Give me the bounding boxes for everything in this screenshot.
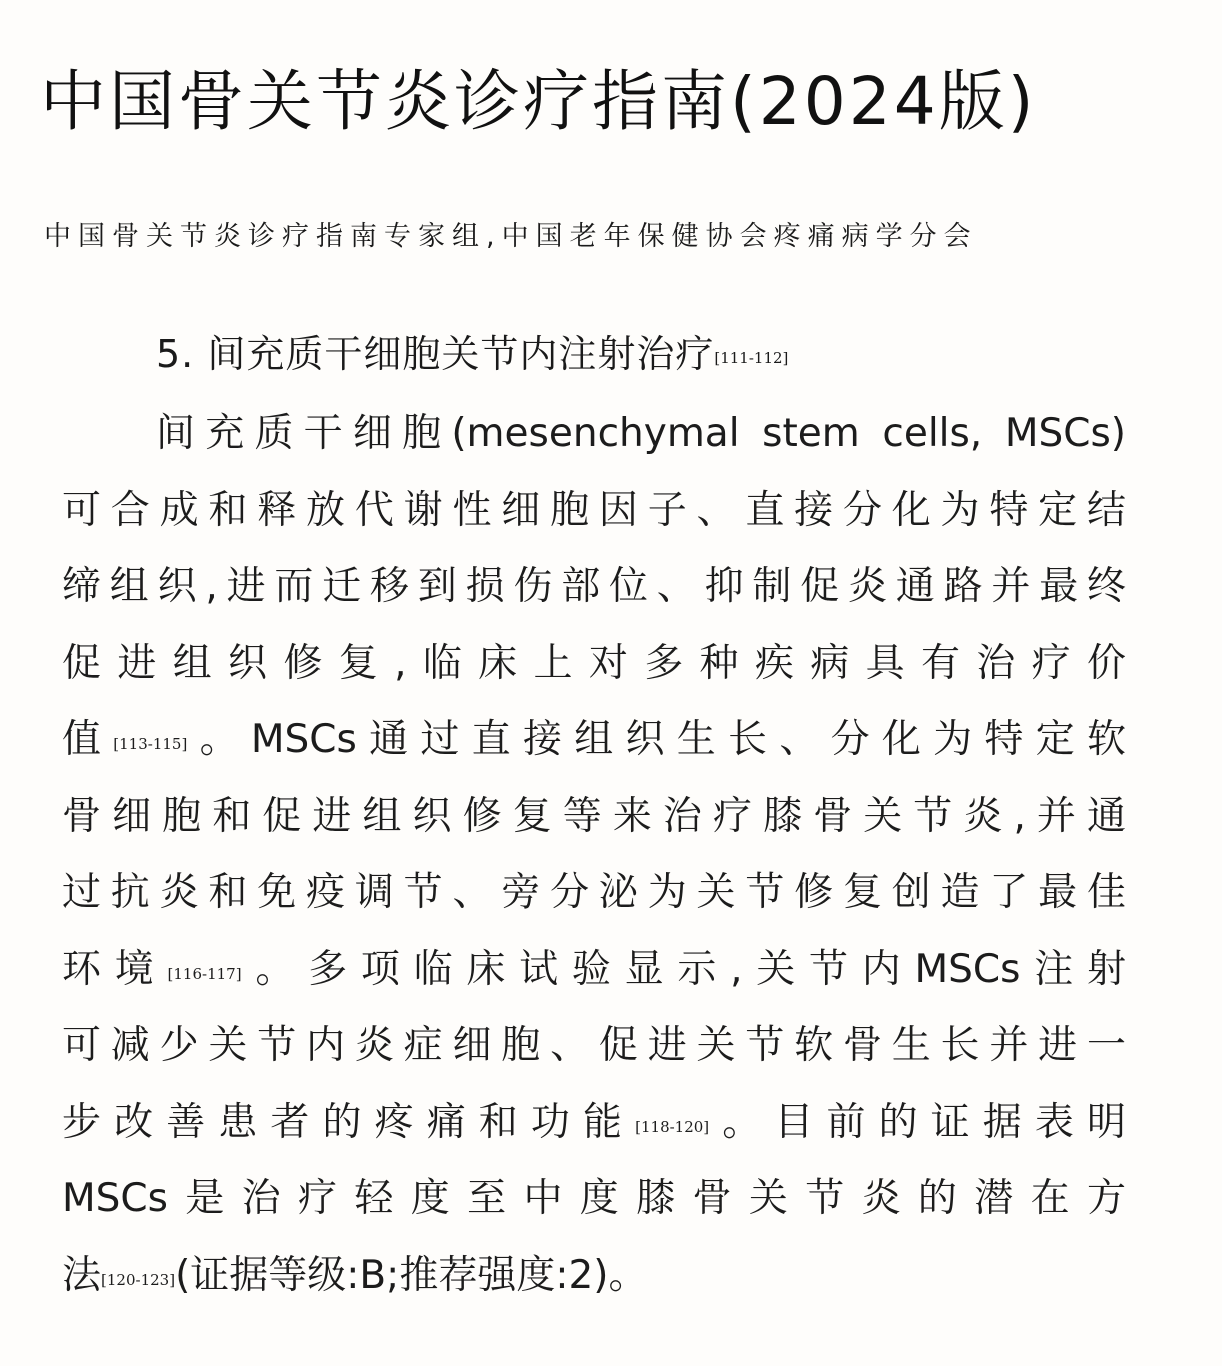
citation-ref: [118-120] (635, 1117, 710, 1136)
body-line: MSCs是治疗轻度至中度膝骨关节炎的潜在方 (62, 1176, 1126, 1221)
body-line: 可合成和释放代谢性细胞因子、直接分化为特定结 (62, 487, 1126, 533)
body-line (62, 932, 1126, 1009)
body-text (62, 396, 1126, 1314)
citation-ref: [111-112] (714, 349, 789, 367)
body-line: 间充质干细胞(mesenchymal stem cells, MSCs) (156, 411, 1126, 456)
body-text-span: 值 (62, 717, 114, 762)
body-line: 缔组织,进而迁移到损伤部位、抑制促炎通路并最终 (62, 564, 1126, 609)
author-line: 中国骨关节炎诊疗指南专家组,中国老年保健协会疼痛病学分会 (44, 221, 978, 252)
section-heading-text: 5. 间充质干细胞关节内注射治疗 (156, 332, 715, 376)
body-text-span: 环境 (62, 946, 168, 992)
citation-ref: [120-123] (101, 1270, 176, 1289)
body-text-span: 。目前的证据表明 (709, 1099, 1126, 1145)
body-line: 骨细胞和促进组织修复等来治疗膝骨关节炎,并通 (62, 793, 1126, 839)
body-text-span: 法 (62, 1252, 102, 1298)
body-line (62, 1085, 1126, 1162)
body-line: 过抗炎和免疫调节、旁分泌为关节修复创造了最佳 (62, 870, 1126, 915)
body-line: 促进组织修复,临床上对多种疾病具有治疗价 (62, 640, 1126, 686)
body-text-span: (证据等级:B;推荐强度:2)。 (175, 1252, 648, 1298)
section-heading (156, 322, 788, 386)
body-line: 可减少关节内炎症细胞、促进关节软骨生长并进一 (62, 1023, 1126, 1068)
body-line (62, 1238, 1126, 1315)
citation-ref: [116-117] (167, 964, 242, 983)
citation-ref: [113-115] (113, 735, 188, 753)
document-title: 中国骨关节炎诊疗指南(2024版) (40, 63, 1037, 140)
body-text-span: 。MSCs通过直接组织生长、分化为特定软 (187, 717, 1126, 762)
body-line (62, 702, 1126, 779)
body-text-span: 。多项临床试验显示,关节内MSCs注射 (241, 946, 1126, 992)
body-text-span: 步改善患者的疼痛和功能 (62, 1099, 636, 1145)
